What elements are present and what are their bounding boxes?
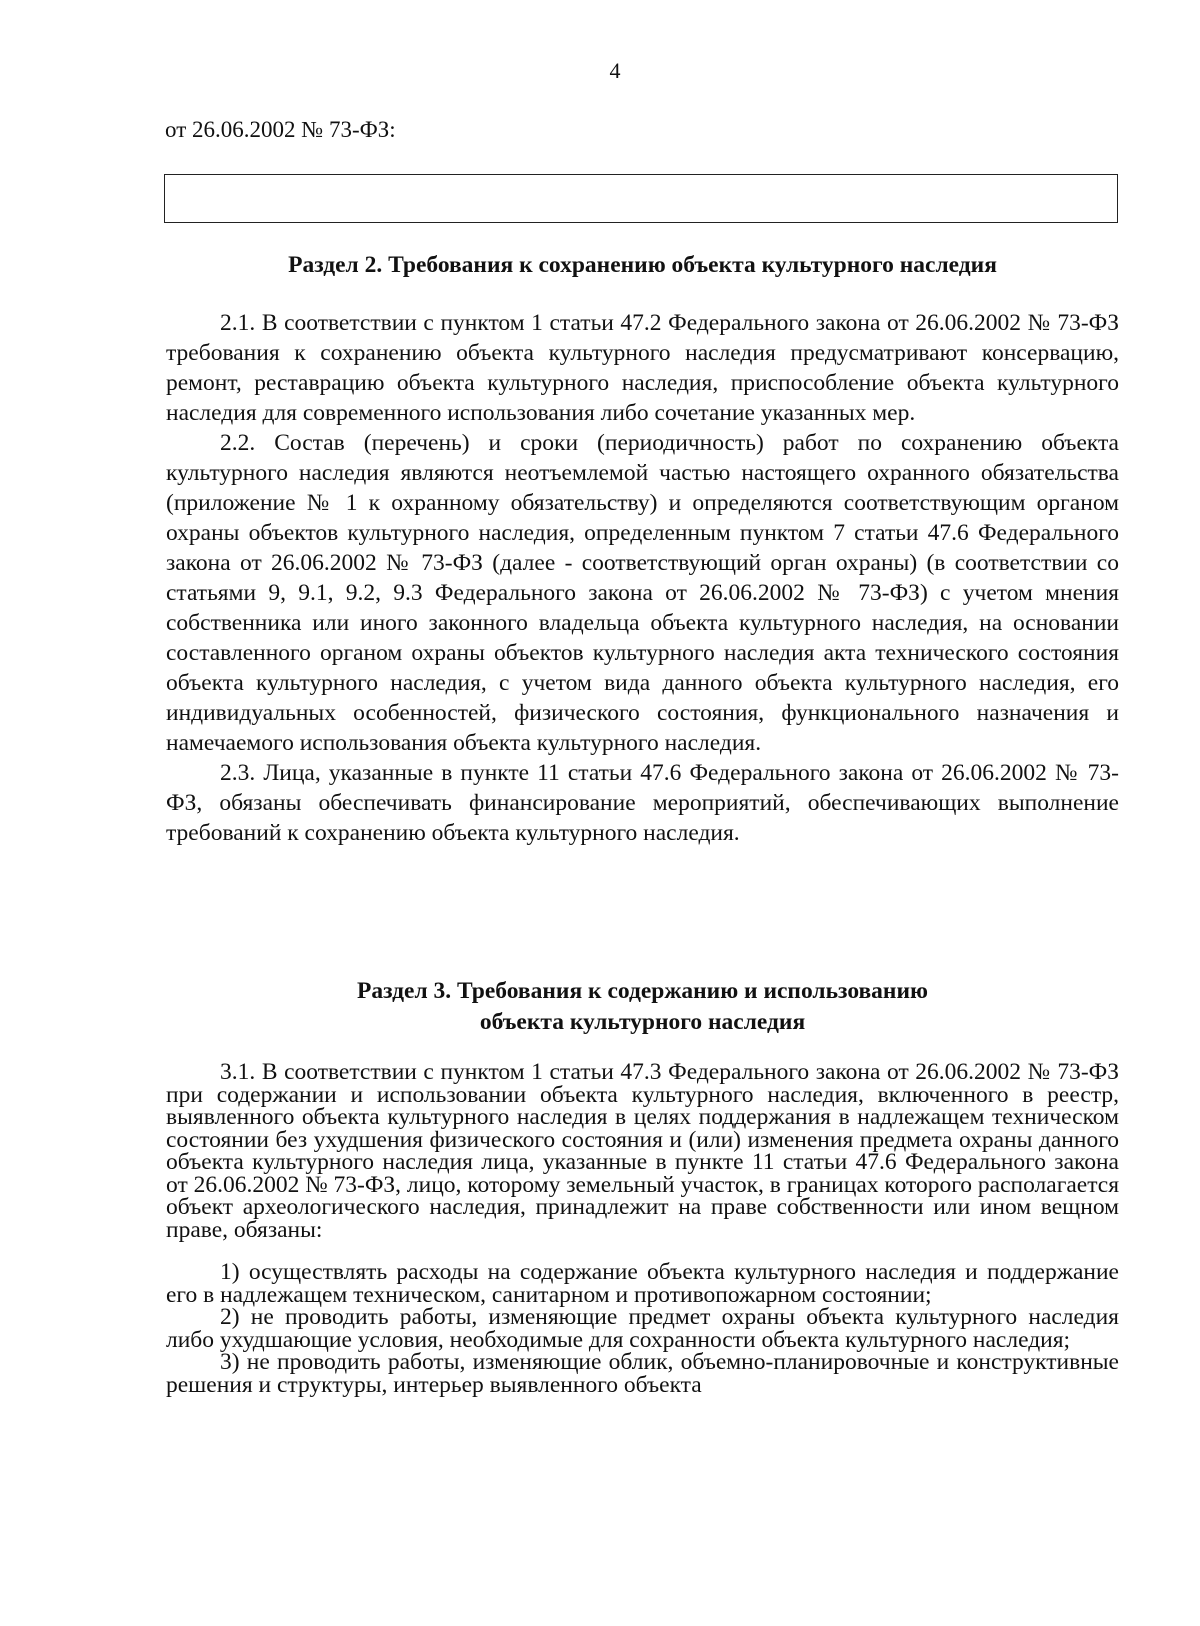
law-reference-line: от 26.06.2002 № 73-ФЗ:: [165, 117, 396, 142]
blank-field-box: [164, 174, 1118, 223]
section-2-body: [166, 308, 1119, 848]
section-3-heading-line-2: объекта культурного наследия: [479, 1009, 806, 1035]
section-3-heading: [166, 976, 1119, 1038]
paragraph-2-3: 2.3. Лица, указанные в пункте 11 статьи 47.6 Федерального закона от 26.06.2002 № 73-ФЗ, обязаны обеспечивать финансирование мероприятий, обеспечивающих выполнение требований к сохранению объекта культурного наследия.: [166, 760, 1119, 846]
paragraph-gap: [166, 1241, 1119, 1261]
section-2-heading: Раздел 2. Требования к сохранению объекта культурного наследия: [288, 252, 997, 278]
list-item-3: 3) не проводить работы, изменяющие облик, объемно-планировочные и конструктивные решения и структуры, интерьер выявленного объекта: [166, 1349, 1119, 1398]
page-number: 4: [609, 58, 621, 83]
paragraph-2-1: 2.1. В соответствии с пунктом 1 статьи 47.2 Федерального закона от 26.06.2002 № 73-ФЗ требования к сохранению объекта культурного наследия предусматривают консервацию, ремонт, реставрацию объекта культурного наследия, приспособление объекта культурного наследия для современного использования либо сочетание указанных мер.: [166, 310, 1119, 426]
list-item-1: 1) осуществлять расходы на содержание объекта культурного наследия и поддержание его в надлежащем техническом, санитарном и противопожарном состоянии;: [166, 1259, 1119, 1308]
section-3-heading-line-1: Раздел 3. Требования к содержанию и использованию: [357, 978, 928, 1004]
paragraph-2-2: 2.2. Состав (перечень) и сроки (периодичность) работ по сохранению объекта культурного наследия являются неотъемлемой частью настоящего охранного обязательства (приложение № 1 к охранному обязательству) и определяются соответствующим органом охраны объектов культурного наследия, определенным пунктом 7 статьи 47.6 Федерального закона от 26.06.2002 № 73-ФЗ (далее - соответствующий орган охраны) (в соответствии со статьями 9, 9.1, 9.2, 9.3 Федерального закона от 26.06.2002 № 73-ФЗ) с учетом мнения собственника или иного законного владельца объекта культурного наследия, на основании составленного органом охраны объектов культурного наследия акта технического состояния объекта культурного наследия, с учетом вида данного объекта культурного наследия, его индивидуальных особенностей, физического состояния, функционального назначения и намечаемого использования объекта культурного наследия.: [166, 430, 1119, 756]
paragraph-3-1: 3.1. В соответствии с пунктом 1 статьи 47.3 Федерального закона от 26.06.2002 № 73-ФЗ при содержании и использовании объекта культурного наследия, включенного в реестр, выявленного объекта культурного наследия в целях поддержания в надлежащем техническом состоянии без ухудшения физического состояния и (или) изменения предмета охраны данного объекта культурного наследия лица, указанные в пункте 11 статьи 47.6 Федерального закона от 26.06.2002 № 73-ФЗ, лицо, которому земельный участок, в границах которого располагается объект археологического наследия, принадлежит на праве собственности или ином вещном праве, обязаны:: [166, 1059, 1120, 1243]
section-3-body: [166, 1061, 1119, 1396]
list-item-2: 2) не проводить работы, изменяющие предмет охраны объекта культурного наследия либо ухудшающие условия, необходимые для сохранности объекта культурного наследия;: [166, 1304, 1119, 1353]
